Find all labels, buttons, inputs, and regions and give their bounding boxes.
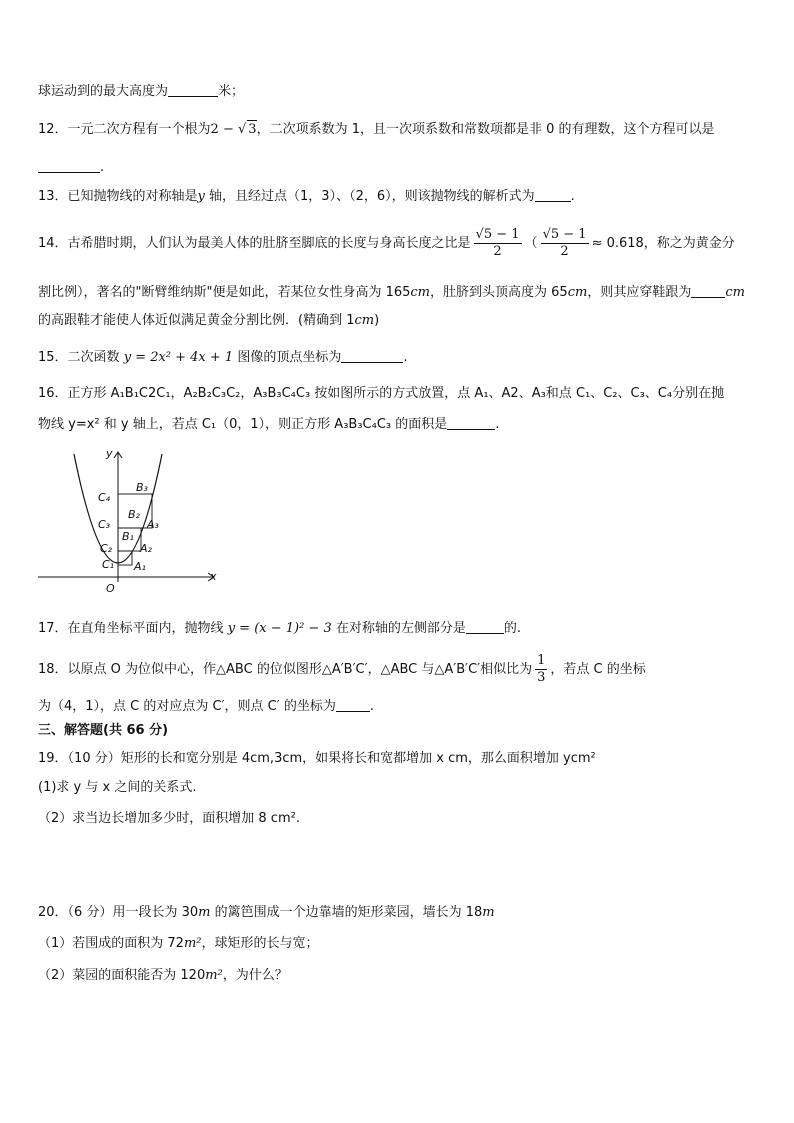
q15-text: 15．二次函数 — [38, 350, 124, 365]
unit-m: m — [198, 905, 211, 920]
section-heading: 三、解答题(共 66 分) — [38, 723, 169, 738]
answer-blank[interactable] — [466, 619, 504, 634]
question-19-part-1: (1)求 y 与 x 之间的关系式. — [38, 780, 197, 795]
parabola-squares-figure — [32, 442, 232, 592]
label-b2: B₂ — [128, 508, 140, 521]
q11-tail — [38, 82, 244, 101]
question-20 — [38, 904, 495, 922]
q11-unit: 米； — [218, 84, 245, 99]
q16-text-2: 物线 y=x² 和 y 轴上，若点 C₁（0，1），则正方形 A₃B₃C₄C₃ 的面积是 — [38, 417, 448, 432]
q11-text: 球运动到的最大高度为 — [38, 84, 169, 99]
question-12-answer — [38, 158, 104, 177]
question-18-line-2 — [38, 697, 374, 716]
golden-ratio-fraction: $\frac{√5 - 1}{2}$ — [475, 227, 520, 259]
fraction-denominator: 2 — [560, 244, 569, 259]
label-a2: A₂ — [140, 542, 152, 555]
question-14-line-3 — [38, 312, 379, 330]
question-16 — [38, 385, 724, 403]
answer-blank[interactable] — [341, 348, 403, 363]
question-20-part-1 — [38, 935, 319, 953]
question-19: 19．（10 分）矩形的长和宽分别是 4cm,3cm，如果将长和宽都增加 x cm，那么面积增加 ycm² — [38, 751, 596, 766]
answer-blank[interactable] — [535, 187, 571, 202]
question-16-line-2 — [38, 415, 499, 434]
q18-text-2: ，若点 C 的坐标 — [550, 662, 646, 677]
fraction-numerator: 5 − 1 — [483, 227, 520, 242]
q18-text-3: 为（4，1），点 C 的对应点为 C′，则点 C′ 的坐标为 — [38, 699, 336, 714]
fraction-denominator: 3 — [537, 670, 546, 685]
q12-text: 12．一元二次方程有一个根为 — [38, 122, 211, 137]
question-19-part-2: （2）求当边长增加多少时，面积增加 8 cm². — [38, 811, 300, 826]
q18-text: 18．以原点 O 为位似中心，作△ABC 的位似图形△A′B′C′，△ABC 与△A′B′C′相似比为 — [38, 662, 533, 677]
unit-cm: cm — [354, 313, 375, 328]
q16-end: . — [495, 417, 500, 432]
q13-y: y — [197, 189, 205, 204]
q14-text: 的高跟鞋才能使人体近似满足黄金分割比例．(精确到 1 — [38, 313, 355, 328]
q20-text-2: ，为什么？ — [222, 968, 288, 983]
question-12 — [38, 120, 715, 139]
x-axis-label: x — [210, 570, 217, 583]
q16-text: 16．正方形 A₁B₁C2C₁，A₂B₂C₃C₂，A₃B₃C₄C₃ 按如图所示的方式放置，点 A₁、A2、A₃和点 C₁、C₂、C₃、C₄分别在抛 — [38, 386, 725, 401]
label-c3: C₃ — [98, 518, 111, 531]
q18-end: . — [369, 699, 374, 714]
answer-blank[interactable] — [38, 158, 100, 173]
sqrt-sign: √ — [237, 122, 247, 137]
unit-cm: cm — [567, 285, 588, 300]
q20-text: （1）若围成的面积为 72 — [38, 936, 184, 951]
label-a3: A₃ — [147, 518, 159, 531]
origin-label: O — [106, 582, 115, 592]
q12-radicand: 3 — [248, 122, 257, 137]
fraction-denominator: 2 — [493, 244, 502, 259]
q13-end: . — [570, 189, 575, 204]
unit-cm: cm — [725, 285, 745, 300]
q14-text: 14．古希腊时期，人们认为最美人体的肚脐至脚底的长度与身高长度之比是 — [38, 236, 471, 251]
q14-text: ) — [374, 313, 380, 328]
q14-text: 割比例），著名的"断臂维纳斯"便是如此，若某位女性身高为 165 — [38, 285, 411, 300]
q17-end: 的. — [503, 621, 522, 636]
paren: （ — [524, 236, 538, 251]
golden-ratio-fraction-2: $\frac{√5 - 1}{2}$ — [542, 227, 587, 259]
question-18 — [38, 652, 646, 688]
q20-text: （2）菜园的面积能否为 120 — [38, 968, 206, 983]
label-c4: C₄ — [98, 491, 111, 504]
label-a1: A₁ — [134, 560, 146, 573]
q17-text-2: 在对称轴的左侧部分是 — [331, 621, 466, 636]
q13-text: 13．已知抛物线的对称轴是 — [38, 189, 198, 204]
q20-text-2: ，球矩形的长与宽； — [201, 936, 319, 951]
question-20-part-2 — [38, 967, 288, 985]
q14-approx: ≈ 0.618，称之为黄金分 — [591, 236, 735, 251]
q12-expr: 2 − — [210, 122, 238, 137]
question-14 — [38, 224, 735, 264]
label-c1: C₁ — [102, 558, 115, 571]
label-b3: B₃ — [136, 481, 148, 494]
question-17 — [38, 619, 521, 638]
q12-end: . — [100, 160, 105, 175]
q13-text-2: 轴，且经过点（1，3）、（2，6），则该抛物线的解析式为 — [204, 189, 535, 204]
unit-cm: cm — [410, 285, 431, 300]
question-15 — [38, 348, 407, 367]
answer-blank[interactable] — [447, 415, 495, 430]
q17-expression: y = (x − 1)² − 3 — [227, 621, 332, 636]
fraction-numerator: 1 — [537, 653, 546, 668]
q15-text-2: 图像的顶点坐标为 — [233, 350, 342, 365]
unit-m2: m² — [205, 968, 223, 983]
q14-text: ，则其应穿鞋跟为 — [587, 285, 692, 300]
q15-end: . — [403, 350, 408, 365]
question-13 — [38, 187, 575, 206]
ratio-fraction — [535, 653, 547, 686]
q20-text: 20．（6 分）用一段长为 30 — [38, 905, 199, 920]
answer-blank[interactable] — [691, 283, 725, 298]
label-c2: C₂ — [100, 542, 113, 555]
y-axis-label: y — [106, 447, 113, 460]
label-b1: B₁ — [122, 530, 134, 543]
unit-m: m — [482, 905, 495, 920]
q15-expression: y = 2x² + 4x + 1 — [123, 350, 234, 365]
q14-text: ，肚脐到头顶高度为 65 — [430, 285, 568, 300]
q17-text: 17．在直角坐标平面内，抛物线 — [38, 621, 228, 636]
q12-text-2: ，二次项系数为 1，且一次项系数和常数项都是非 0 的有理数，这个方程可以是 — [256, 122, 715, 137]
answer-blank[interactable] — [336, 697, 370, 712]
unit-m2: m² — [183, 936, 202, 951]
answer-blank[interactable] — [168, 82, 218, 97]
question-14-line-2 — [38, 283, 745, 302]
q20-text-2: 的篱笆围成一个边靠墙的矩形菜园，墙长为 18 — [210, 905, 483, 920]
fraction-numerator: 5 − 1 — [550, 227, 587, 242]
